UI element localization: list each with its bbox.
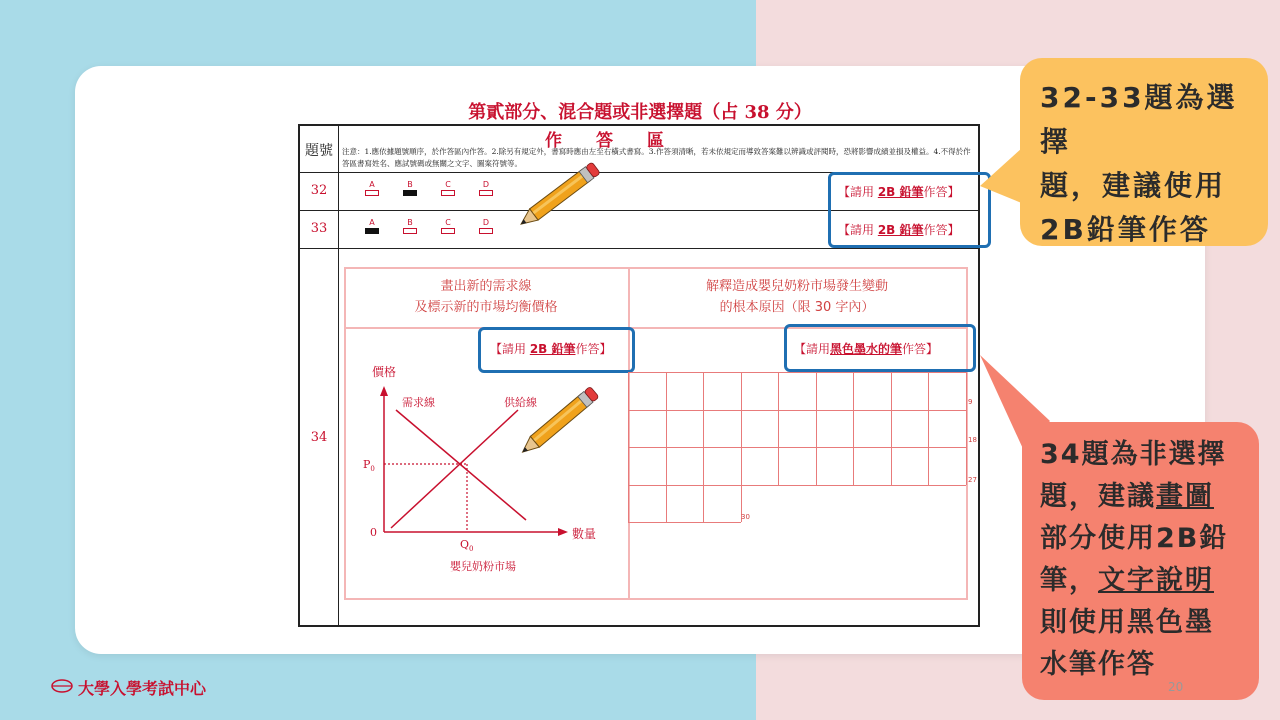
q33-option-c[interactable]: C (440, 218, 456, 234)
q32-option-b[interactable]: B (402, 180, 418, 196)
grid-counter-27: 27 (968, 476, 977, 484)
supply-demand-graph (346, 362, 616, 587)
q34-left-title: 畫出新的需求線 及標示新的市場均衡價格 (414, 279, 558, 315)
grid-line (853, 372, 854, 485)
grid-line (928, 372, 929, 485)
grid-line (966, 372, 967, 485)
qnum-33: 33 (310, 221, 328, 236)
q34-right-title: 解釋造成嬰兒奶粉市場發生變動 的根本原因（限 30 字內） (705, 279, 888, 315)
quantity-label: 數量 (572, 527, 597, 541)
price-label: 價格 (372, 365, 397, 379)
grid-line (741, 372, 742, 522)
arrow-up-icon (380, 386, 388, 396)
ceec-logo-text: 大學入學考試中心 (78, 679, 207, 698)
grid-line (628, 372, 966, 373)
grid-line (816, 372, 817, 485)
page-number: 20 (1168, 680, 1184, 694)
graph-caption: 嬰兒奶粉市場 (450, 560, 516, 573)
q33-option-d[interactable]: D (478, 218, 494, 234)
q32-option-a[interactable]: A (364, 180, 380, 196)
grid-line (778, 372, 779, 485)
ceec-logo-icon (50, 678, 74, 694)
header-qnum: 題號 (305, 143, 333, 159)
grid-line (628, 410, 966, 411)
grid-line (628, 447, 966, 448)
grid-line (666, 372, 667, 522)
pencil-icon (510, 160, 610, 232)
q32-option-d[interactable]: D (478, 180, 494, 196)
supply-line (391, 410, 518, 528)
arrow-right-icon (558, 528, 568, 536)
grid-counter-30: 30 (741, 513, 750, 521)
q32-option-c[interactable]: C (440, 180, 456, 196)
origin-label: 0 (370, 526, 377, 539)
q0-label: $Q_0$ (460, 538, 474, 553)
grid-line (628, 485, 966, 486)
q32-pencil-note: 【請用 2B 鉛筆作答】 (838, 185, 960, 199)
q33-pencil-note: 【請用 2B 鉛筆作答】 (838, 223, 960, 237)
q34-right-ink-note: 【請用黑色墨水的筆作答】 (794, 342, 939, 356)
grid-counter-18: 18 (968, 436, 977, 444)
sheet-title: 第貳部分、混合題或非選擇題（占 38 分） (468, 102, 812, 123)
demand-line (396, 410, 526, 520)
supply-label: 供給線 (504, 396, 537, 409)
row-divider (300, 248, 978, 249)
zone-title: 作答區 (545, 131, 698, 151)
grid-line (628, 522, 741, 523)
q33-option-b[interactable]: B (402, 218, 418, 234)
q33-option-a[interactable]: A (364, 218, 380, 234)
demand-label: 需求線 (402, 396, 435, 409)
p0-label: $P_0$ (363, 458, 375, 473)
right-note-highlight (784, 324, 976, 372)
callout-nonchoice-question: 34題為非選擇 題，建議畫圖 部分使用2B鉛 筆，文字說明 則使用黑色墨 水筆作答 (1022, 422, 1259, 700)
grid-line (628, 372, 629, 522)
grid-counter-9: 9 (968, 398, 973, 406)
pencil-note-highlight (828, 172, 991, 248)
grid-line (703, 372, 704, 522)
qnum-column-divider (338, 126, 339, 625)
callout-choice-questions: 32-33題為選擇 題，建議使用 2B鉛筆作答 (1020, 58, 1268, 246)
q34-left-pencil-note: 【請用 2B 鉛筆作答】 (490, 342, 612, 356)
notice-text: 注意：1.應依據題號順序，於作答區內作答。2.除另有規定外，書寫時應由左至右橫式書寫。3.作答須清晰，若未依規定而導致答案難以辨識或評閱時，恐將影響成績並損及權益。4.不得於作答區書寫姓名、應試號碼或無關之文字、圖案符號等。 (342, 147, 971, 168)
qnum-32: 32 (310, 183, 328, 198)
qnum-34: 34 (310, 430, 328, 445)
grid-line (891, 372, 892, 485)
